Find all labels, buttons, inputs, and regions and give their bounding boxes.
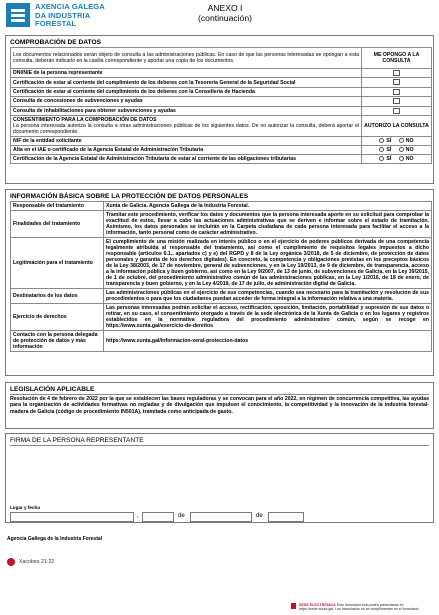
month-input[interactable] [190,512,252,522]
table-row-label: Legitimación para el tratamiento [11,238,104,289]
sede-brand: SEDE ELECTRÓNICA [299,603,336,607]
section-title: LEGISLACIÓN APLICABLE [10,386,95,393]
sede-text: Este formulario solo podrá presentarse en https://sede.xunta.gal. Los formularios no se cumplimentan en el formulario [299,603,419,612]
legislation-text: Resolución de 4 de febrero de 2022 por la que se establecen las bases reguladoras y se convocan para el año 2022, en régimen de concurrencia competitiva, las ayudas para la organización de actividades formativas no regladas y de divulgación que impulsen el conocimiento, la competitividad y la innovación de la industria forestal-madera de Galicia (código de procedimiento IN501A), tramitada como anticipada de gasto. [10,396,429,415]
table-row-label: Contacto con la persona delegada de protección de datos y más información [11,331,104,352]
section-title: INFORMACIÓN BÁSICA SOBRE LA PROTECCIÓN DE DATOS PERSONALES [10,193,249,200]
sede-notice [291,603,437,611]
data-protection-section [5,189,434,376]
de-separator: de [256,513,263,519]
table-row-label: Destinatarios de los datos [11,289,104,304]
year-input[interactable] [268,512,304,522]
data-verification-section [5,35,434,184]
oppose-checkbox[interactable] [393,89,400,95]
table-row-label: Responsable del tratamiento [11,202,104,211]
table-row-label: Finalidades del tratamiento [11,211,104,238]
oppose-header: ME OPONGO A LA CONSULTA [362,48,432,69]
table-row-label: Ejercicio de derechos [11,304,104,331]
verification-intro: Los documentos relacionados serán objeto de consulta a las administraciones públicas. En caso de que las personas interesadas se opongan a esta consulta, deberán indicarlo en la casilla correspondiente y aportar una copia de los documentos. [11,48,362,69]
data-protection-table [10,201,432,352]
authorize-header: AUTORIZO LA CONSULTA [362,115,432,136]
no-radio[interactable] [399,147,404,152]
no-radio[interactable] [399,156,404,161]
table-row-label: NIF de la entidad solicitante [11,136,362,145]
table-row-value: Xunta de Galicia. Agencia Gallega de la Industria Forestal. [104,202,432,211]
agency-logo-text: AXENCIA GALEGA DA INDUSTRIA FORESTAL [35,2,105,29]
xunta-logo-text: Xacobeo 21·22 [19,559,55,565]
footer-agency: Agencia Gallega de la Industria Forestal [7,536,103,542]
consent-title: CONSENTIMIENTO PARA LA COMPROBACIÓN DE DATOS [13,116,157,123]
yes-no-choice: SÍ NO [362,136,432,145]
agency-logo-mark-icon [6,3,30,27]
sede-electronica-icon [291,603,296,609]
consent-block [11,115,362,136]
table-row-label: Certificación de la Agencia Estatal de Administración Tributaria de estar al corriente de las obligaciones tributarias [11,154,362,163]
annex-subtitle: (continuación) [198,13,252,23]
annex-title: ANEXO I [207,3,243,13]
place-input[interactable] [10,512,134,522]
table-row-label: Certificación de estar al corriente del cumplimiento de los deberes con la Consellería de Hacienda [11,87,362,96]
oppose-checkbox[interactable] [393,79,400,85]
yes-no-choice: SÍ NO [362,154,432,163]
table-row-value: Las administraciones públicas en el ejercicio de sus competencias, cuando sea necesario para la tramitación y resolución de sus procedimientos o para que los ciudadanos puedan acceder de forma integral a la información relativa a una materia. [104,289,432,304]
table-row-value: Tramitar este procedimiento, verificar los datos y documentos que la persona interesada aporte en su solicitud para comprobar la exactitud de estos, llevar a cabo las actuaciones administrativas que se deriven e informar sobre el estado de tramitación. Asimismo, los datos personales se incluirán en la Carpeta ciudadana de cada persona interesada para facilitar el acceso a la información, tanto personal como de carácter administrativo. [104,211,432,238]
oppose-checkbox[interactable] [393,70,400,76]
signature-section [5,433,434,523]
table-row-value: El cumplimiento de una misión realizada en interés público o en el ejercicio de poderes públicos derivada de una competencia legalmente atribuida al responsable del tratamiento, así como el cumplimiento de requisitos legales impuestos a dicho responsable (artículos 6.1., apartados c) y e) del RGPD y 8 de la Ley orgánica 3/2018, de 5 de diciembre, de protección de datos personales y garantía de los derechos digitales). En concreto, la competencia y obligaciones previstas en los preceptos básicos de la Ley 38/2003, de 17 de noviembre, general de subvenciones, y en la Ley 19/2013, de 9 de diciembre, de transparencia, acceso a la información pública y buen gobierno, así como en la Ley 9/2007, de 13 de junio, de subvenciones de Galicia, en la Ley 39/2015, de 1 de octubre, del procedimiento administrativo común de las administraciones públicas, en la Ley 1/2016, de 18 de enero, de transparencia y buen gobierno, y en la Ley 4/2019, de 17 de julio, de administración digital de Galicia. [104,238,432,289]
no-radio[interactable] [399,138,404,143]
section-title: COMPROBACIÓN DE DATOS [10,39,101,46]
annex-heading [180,3,270,23]
yes-radio[interactable] [379,156,384,161]
xacobeo-icon [7,558,15,566]
day-input[interactable] [142,512,174,522]
table-row-value: https://www.xunta.gal/informacion-xeral-proteccion-datos [104,331,432,352]
table-row-label: Consulta de concesiones de subvenciones y ayudas [11,97,362,106]
de-separator: de [178,513,185,519]
agency-logo [6,3,126,31]
xunta-logo [7,558,54,566]
consent-text: La persona interesada autoriza la consulta a otras administraciones públicas de los siguientes datos. De no autorizar la consulta, deberá aportar el documento correspondiente. [13,122,359,135]
legislation-section [5,382,434,429]
yes-no-choice: SÍ NO [362,145,432,154]
table-row-label: Consulta de inhabilitaciones para obtener subvenciones y ayudas [11,106,362,115]
table-row-label: Alta en el IAE o certificado de la Agencia Estatal de Administración Tributaria [11,145,362,154]
comma-separator: , [137,513,139,519]
table-row-label: DNI/NIE de la persona representante [11,69,362,78]
section-title: FIRMA DE LA PERSONA REPRESENTANTE [10,437,144,444]
oppose-checkbox[interactable] [393,108,400,114]
yes-radio[interactable] [379,147,384,152]
verification-table [10,47,432,164]
yes-radio[interactable] [379,138,384,143]
place-date-label: Lugar y fecha [10,505,40,510]
oppose-checkbox[interactable] [393,98,400,104]
table-row-value: Las personas interesadas podrán solicitar el acceso, rectificación, oposición, limitación, portabilidad y supresión de sus datos o retirar, en su caso, el consentimiento otorgado a través de la sede electrónica de la Xunta de Galicia o en los lugares y registros establecidos en la normativa reguladora del procedimiento administrativo común, según se recoge en https://www.xunta.gal/exercicio-de-dereitos [104,304,432,331]
table-row-label: Certificación de estar al corriente del cumplimiento de los deberes con la Tesorería General de la Seguridad Social [11,78,362,87]
